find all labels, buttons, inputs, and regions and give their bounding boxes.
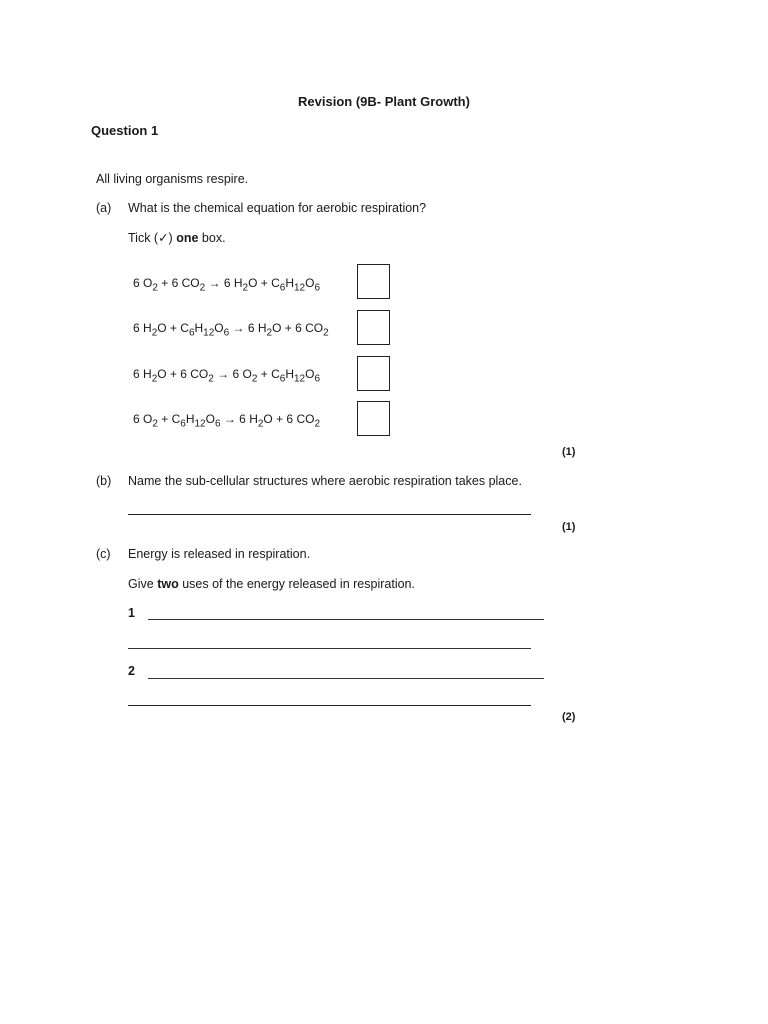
part-b-answer-line[interactable] [128,514,531,515]
part-b-label: (b) [96,474,112,488]
part-b-marks: (1) [562,521,576,533]
prompt-suffix: uses of the energy released in respiration. [178,577,415,591]
part-a-label: (a) [96,201,112,215]
page-title: Revision (9B- Plant Growth) [298,94,470,109]
prompt-emphasis: two [157,577,179,591]
answer-1-label: 1 [128,606,135,620]
equation-option-1: 6 $O_2 + 6$ $CO_2 \to 6$ $H_2O + C_6H_{12}O_6$ [133,276,321,294]
tick-box-option-4[interactable] [357,401,390,436]
answer-2-line-a[interactable] [148,678,544,679]
equation-option-4: 6 $O_2 + C_6H_{12}O_6 \to 6$ $H_2O + 6$ $CO_2$ [133,412,321,430]
part-a-question: What is the chemical equation for aerobic respiration? [128,201,427,215]
prompt-prefix: Give [128,577,158,591]
answer-1-line-a[interactable] [148,619,544,620]
answer-2-line-b[interactable] [128,705,531,706]
equation-option-3: 6 $H_2O + 6$ $CO_2 \to 6$ $O_2 + C_6H_{12}O_6$ [133,367,321,385]
question-intro: All living organisms respire. [96,172,249,186]
part-a-instruction [128,230,226,245]
part-a-marks: (1) [562,446,576,458]
instruction-emphasis: one [176,231,199,245]
equation-option-2: 6 $H_2O + C_6H_{12}O_6 \to 6$ $H_2O + 6$ $CO_2$ [133,321,329,339]
part-c-marks: (2) [562,711,576,723]
part-c-prompt [128,577,415,591]
answer-2-label: 2 [128,664,135,678]
part-b-question: Name the sub-cellular structures where aerobic respiration takes place. [128,474,522,488]
part-c-statement: Energy is released in respiration. [128,547,311,561]
tick-box-option-1[interactable] [357,264,390,299]
instruction-suffix: box. [198,231,226,245]
answer-1-line-b[interactable] [128,648,531,649]
tick-box-option-3[interactable] [357,356,390,391]
question-heading: Question 1 [91,123,159,138]
instruction-prefix: Tick (✓) [128,231,177,245]
part-c-label: (c) [96,547,111,561]
tick-box-option-2[interactable] [357,310,390,345]
